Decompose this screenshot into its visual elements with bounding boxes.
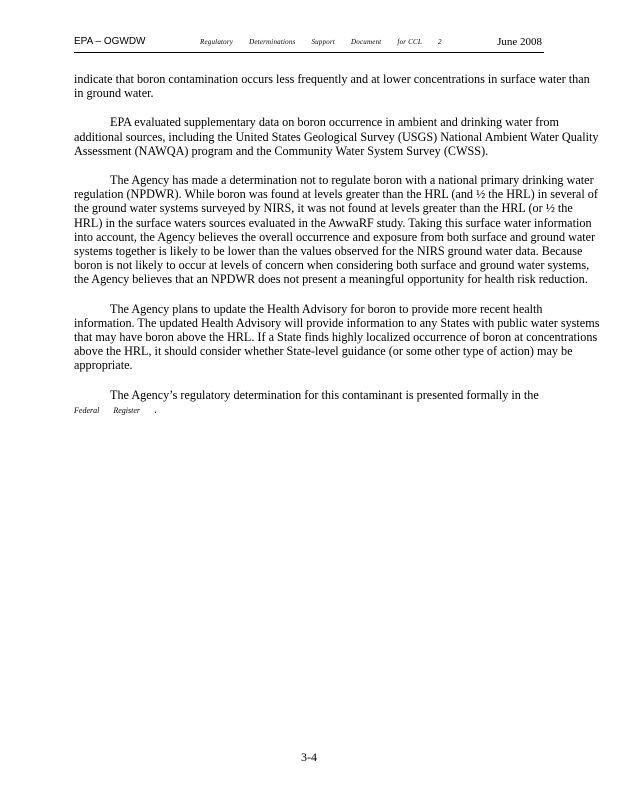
- header-date: June 2008: [497, 36, 542, 48]
- document-body: [74, 72, 600, 433]
- header-title-word: Support: [311, 38, 336, 46]
- paragraph-health-advisory: The Agency plans to update the Health Advisory for boron to provide more recent health information. The updated Health Advisory will provide information to any States with public water systems that may have boron above the HRL. If a State finds highly localized occurrence of boron at concentrations above the HRL, it should consider whether State-level guidance (or some other type of action) may be appropriate.: [74, 301, 600, 373]
- paragraph-supplementary-data: EPA evaluated supplementary data on boron occurrence in ambient and drinking water from additional sources, including the United States Geological Survey (USGS) National Ambient Water Quality Assessment (NAWQA) program and the Community Water System Survey (CWSS).: [74, 115, 599, 158]
- header-document-title: [200, 38, 458, 46]
- header-title-word: Regulatory: [200, 38, 234, 46]
- page-header: [74, 34, 544, 53]
- header-title-word: Determinations: [249, 38, 296, 46]
- paragraph-continuation: indicate that boron contamination occurs less frequently and at lower concentrations in surface water than in ground water.: [74, 72, 590, 101]
- header-agency: EPA – OGWDW: [74, 36, 146, 47]
- page-number: 3-4: [301, 750, 317, 764]
- paragraph-text: The Agency’s regulatory determination for this contaminant is presented formally in the: [110, 387, 539, 402]
- federal-word: Federal: [74, 405, 100, 415]
- register-word: Register: [113, 405, 140, 415]
- header-title-word: 2: [437, 38, 442, 46]
- paragraph-federal-register: [74, 388, 600, 418]
- period: .: [154, 401, 158, 416]
- paragraph-regulatory-determination: The Agency has made a determination not to regulate boron with a national primary drinking water regulation (NPDWR). While boron was found at levels greater than the HRL (and ½ the HRL) in several of the ground water systems surveyed by NIRS, it was not found at levels greater than the HRL (or ½ the HRL) in the surface waters sources evaluated in the AwwaRF study. Taking this surface water information into account, the Agency believes the overall occurrence and exposure from both surface and ground water systems together is likely to be lower than the values observed for the NIRS ground water data. Because boron is not likely to occur at levels of concern when considering both surface and ground water systems, the Agency believes that an NPDWR does not present a meaningful opportunity for health risk reduction.: [74, 173, 598, 287]
- header-title-word: Document: [351, 38, 382, 46]
- header-title-word: for CCL: [397, 38, 422, 46]
